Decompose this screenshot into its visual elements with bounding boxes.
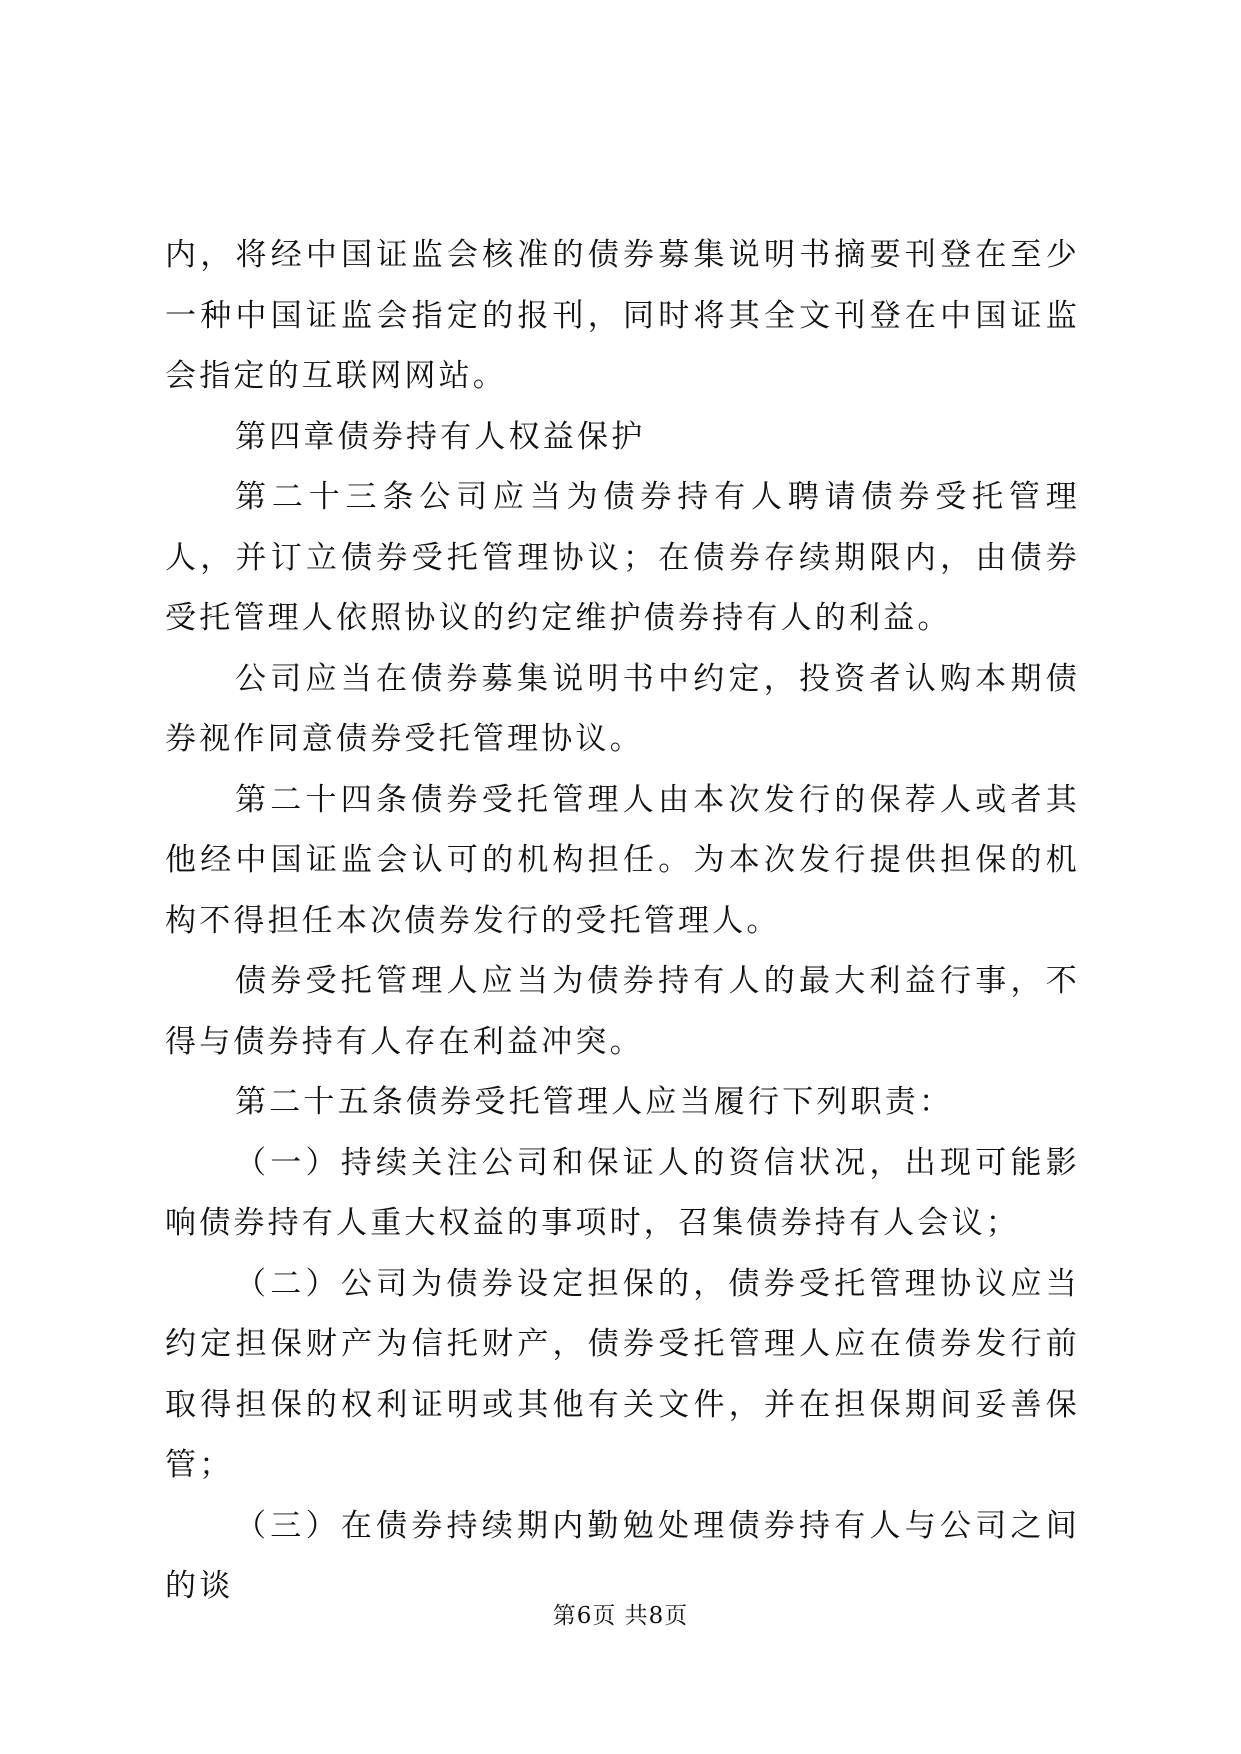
paragraph: 债券受托管理人应当为债券持有人的最大利益行事，不得与债券持有人存在利益冲突。 bbox=[165, 963, 1080, 1060]
chapter-heading: 第四章债券持有人权益保护 bbox=[235, 418, 646, 455]
list-item: （三）在债券持续期内勤勉处理债券持有人与公司之间的谈 bbox=[165, 1507, 1080, 1604]
paragraph: 第二十四条债券受托管理人由本次发行的保荐人或者其他经中国证监会认可的机构担任。为本次发行提供担保的机构不得担任本次债券发行的受托管理人。 bbox=[165, 781, 1080, 939]
paragraph: 公司应当在债券募集说明书中约定，投资者认购本期债券视作同意债券受托管理协议。 bbox=[165, 660, 1080, 757]
paragraph: 内，将经中国证监会核准的债券募集说明书摘要刊登在至少一种中国证监会指定的报刊，同时将其全文刊登在中国证监会指定的互联网网站。 bbox=[165, 237, 1080, 394]
list-item: （二）公司为债券设定担保的，债券受托管理协议应当约定担保财产为信托财产，债券受托管理人应在债券发行前取得担保的权利证明或其他有关文件，并在担保期间妥善保管； bbox=[165, 1265, 1080, 1483]
list-item: （一）持续关注公司和保证人的资信状况，出现可能影响债券持有人重大权益的事项时，召集债券持有人会议； bbox=[165, 1144, 1080, 1241]
page-number-footer: 第6页 共8页 bbox=[552, 1603, 689, 1629]
document-body bbox=[165, 225, 1080, 1617]
paragraph: 第二十三条公司应当为债券持有人聘请债券受托管理人，并订立债券受托管理协议；在债券存续期限内，由债券受托管理人依照协议的约定维护债券持有人的利益。 bbox=[165, 479, 1080, 636]
paragraph: 第二十五条债券受托管理人应当履行下列职责： bbox=[235, 1084, 954, 1120]
